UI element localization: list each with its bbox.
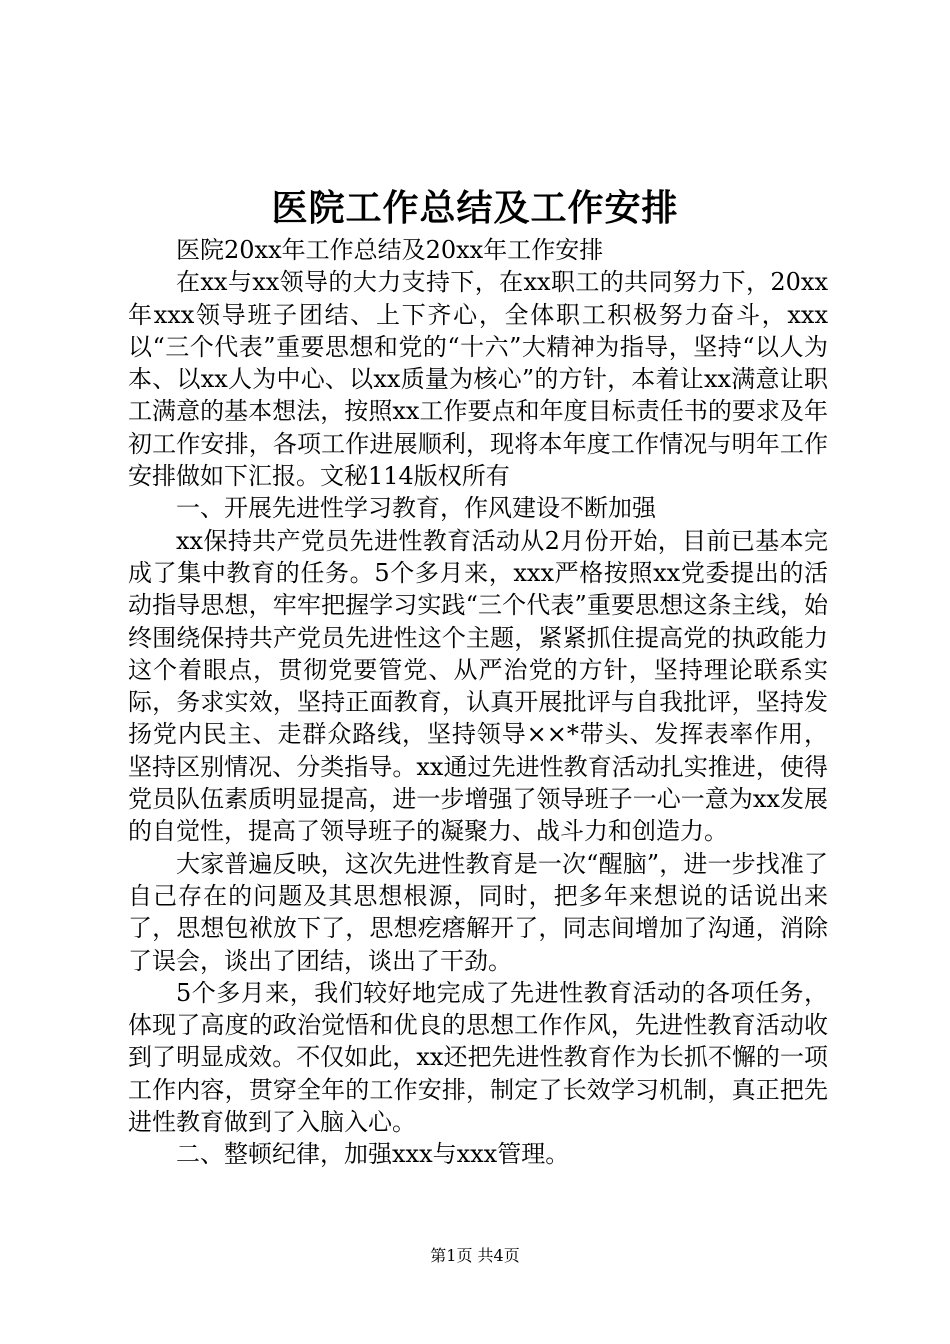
document-subtitle: 医院20xx年工作总结及20xx年工作安排: [176, 236, 604, 264]
document-body: [128, 234, 828, 1171]
paragraph-education: xx保持共产党员先进性教育活动从2月份开始，目前已基本完成了集中教育的任务。5个多月来，xxx严格按照xx党委提出的活动指导思想，牢牢把握学习实践“三个代表”重要思想这条主线，始终围绕保持共产党员先进性这个主题，紧紧抓住提高党的执政能力这个着眼点，贯彻党要管党、从严治党的方针，坚持理论联系实际，务求实效，坚持正面教育，认真开展批评与自我批评，坚持发扬党内民主、走群众路线，坚持领导××*带头、发挥表率作用，坚持区别情况、分类指导。xx通过先进性教育活动扎实推进，使得党员队伍素质明显提高，进一步增强了领导班子一心一意为xx发展的自觉性，提高了领导班子的凝聚力、战斗力和创造力。: [128, 526, 828, 846]
page-footer: 第1页 共4页: [430, 1246, 520, 1265]
section-heading-2: 二、整顿纪律，加强xxx与xxx管理。: [176, 1140, 570, 1169]
document-title: 医院工作总结及工作安排: [271, 187, 679, 229]
paragraph-results: 5个多月来，我们较好地完成了先进性教育活动的各项任务，体现了高度的政治觉悟和优良的思想工作作风，先进性教育活动收到了明显成效。不仅如此，xx还把先进性教育作为长抓不懈的一项工作内容，贯穿全年的工作安排，制定了长效学习机制，真正把先进性教育做到了入脑入心。: [128, 978, 828, 1137]
section-heading-1: 一、开展先进性学习教育，作风建设不断加强: [176, 494, 656, 523]
paragraph-feedback: 大家普遍反映，这次先进性教育是一次“醒脑”，进一步找准了自己存在的问题及其思想根源，同时，把多年来想说的话说出来了，思想包袱放下了，思想疙瘩解开了，同志间增加了沟通，消除了误会，谈出了团结，谈出了干劲。: [128, 849, 828, 975]
paragraph-intro: 在xx与xx领导的大力支持下，在xx职工的共同努力下，20xx年xxx领导班子团结、上下齐心，全体职工积极努力奋斗，xxx以“三个代表”重要思想和党的“十六”大精神为指导，坚持“以人为本、以xx人为中心、以xx质量为核心”的方针，本着让xx满意让职工满意的基本想法，按照xx工作要点和年度目标责任书的要求及年初工作安排，各项工作进展顺利，现将本年度工作情况与明年工作安排做如下汇报。文秘114版权所有: [128, 268, 828, 491]
